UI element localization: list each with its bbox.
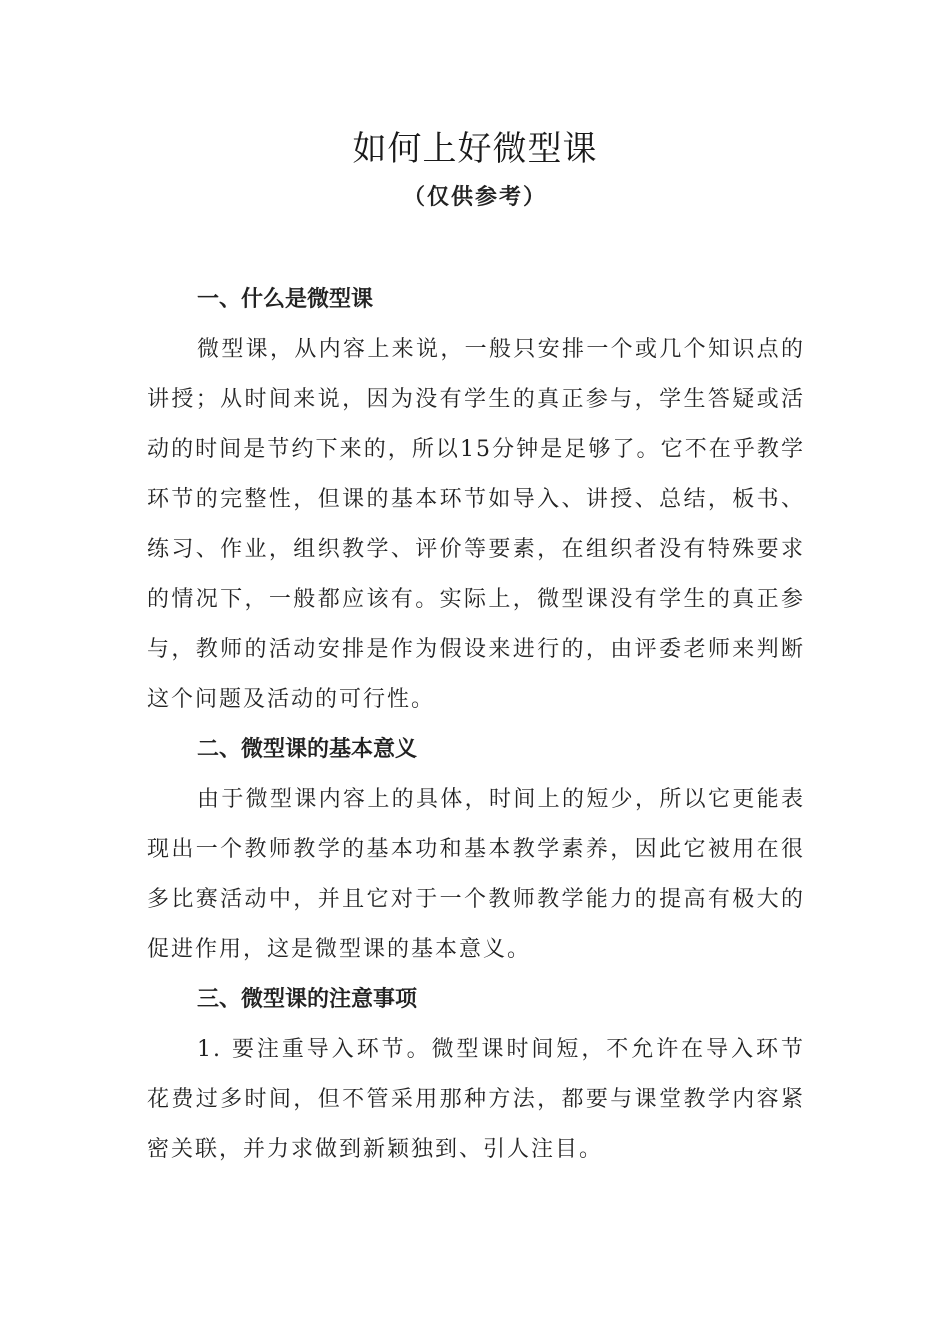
document-body <box>147 275 805 1175</box>
section-heading-1: 一、什么是微型课 <box>197 287 374 312</box>
document-subtitle: （仅供参考） <box>402 185 547 210</box>
section-heading-2: 二、微型课的基本意义 <box>197 737 418 762</box>
section-2-paragraph: 由于微型课内容上的具体，时间上的短少，所以它更能表现出一个教师教学的基本功和基本教学素养，因此它被用在很多比赛活动中，并且它对于一个教师教学能力的提高有极大的促进作用，这是微型课的基本意义。 <box>147 787 805 962</box>
section-3-paragraph: 1. 要注重导入环节。微型课时间短，不允许在导入环节花费过多时间，但不管采用那种方法，都要与课堂教学内容紧密关联，并力求做到新颖独到、引人注目。 <box>147 1037 805 1162</box>
section-1-paragraph: 微型课，从内容上来说，一般只安排一个或几个知识点的讲授；从时间来说，因为没有学生的真正参与，学生答疑或活动的时间是节约下来的，所以15分钟是足够了。它不在乎教学环节的完整性，但课的基本环节如导入、讲授、总结，板书、练习、作业，组织教学、评价等要素，在组织者没有特殊要求的情况下，一般都应该有。实际上，微型课没有学生的真正参与，教师的活动安排是作为假设来进行的，由评委老师来判断这个问题及活动的可行性。 <box>147 337 805 712</box>
document-title: 如何上好微型课 <box>352 129 598 169</box>
section-heading-3: 三、微型课的注意事项 <box>197 987 418 1012</box>
